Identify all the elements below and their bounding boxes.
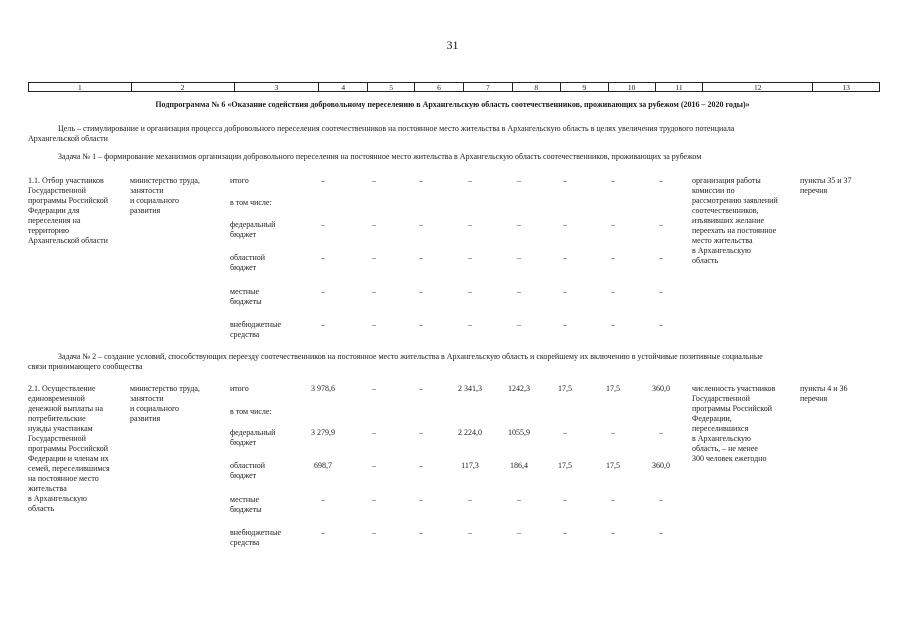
subprogram-title: Подпрограмма № 6 «Оказание содействия добровольному переселению в Архангельскую область соотечественников, проживающих за рубежом (2016 – 2020 годы)» <box>155 100 750 109</box>
row1-line-1-col-10: – <box>611 176 615 185</box>
row2-reg-col-10: 17,5 <box>606 461 620 470</box>
row2-source-reg: областной бюджет <box>230 461 266 480</box>
row1-line-3-col-8: – <box>517 253 521 262</box>
row2-ext-col-11: – <box>659 528 663 537</box>
row1-line-3-col-4: – <box>321 253 325 262</box>
row2-ext-col-9: – <box>563 528 567 537</box>
row2-reg-col-5: – <box>372 461 376 470</box>
row1-line-1-col-9: – <box>563 176 567 185</box>
row1-line-3-col-7: – <box>468 253 472 262</box>
row2-ext-col-7: – <box>468 528 472 537</box>
row2-loc-col-4: – <box>321 495 325 504</box>
row2-source-loc: местные бюджеты <box>230 495 262 514</box>
row2-total-col-7: 2 341,3 <box>458 384 482 393</box>
row1-line-2-col-5: – <box>372 220 376 229</box>
row1-source-fed: федеральный бюджет <box>230 220 276 239</box>
row2-reg-col-4: 698,7 <box>314 461 332 470</box>
row2-fed-col-5: – <box>372 428 376 437</box>
row2-activity: 2.1. Осуществление единовременной денежной выплаты на потребительские нужды участникам Государственной программы Российской Федерации и членам их семей, переселившимся на постоянное место жительства в Архангельскую область <box>28 384 110 513</box>
row1-line-5-col-5: – <box>372 320 376 329</box>
header-col-3: 3 <box>235 83 320 91</box>
row1-source-incl: в том числе: <box>230 198 272 207</box>
row2-reg-col-9: 17,5 <box>558 461 572 470</box>
row2-total-col-11: 360,0 <box>652 384 670 393</box>
row2-reg-col-7: 117,3 <box>461 461 479 470</box>
row1-line-3-col-6: – <box>419 253 423 262</box>
row1-line-2-col-4: – <box>321 220 325 229</box>
row2-ext-col-4: – <box>321 528 325 537</box>
header-col-11: 11 <box>656 83 704 91</box>
row1-source-ext: внебюджетные средства <box>230 320 281 339</box>
goal-line-1: Цель – стимулирование и организация процесса добровольного переселения соотечественников на постоянное место жительства в Архангельскую область в целях увеличения трудового потенциала <box>58 124 735 133</box>
row2-loc-col-8: – <box>517 495 521 504</box>
row2-total-col-10: 17,5 <box>606 384 620 393</box>
row2-loc-col-7: – <box>468 495 472 504</box>
header-col-6: 6 <box>415 83 464 91</box>
row1-line-1-col-11: – <box>659 176 663 185</box>
header-col-13: 13 <box>842 83 850 92</box>
row1-line-1-col-6: – <box>419 176 423 185</box>
row1-line-5-col-4: – <box>321 320 325 329</box>
header-col-10: 10 <box>609 83 656 91</box>
row1-line-5-col-11: – <box>659 320 663 329</box>
row1-line-2-col-8: – <box>517 220 521 229</box>
row1-ref: пункты 35 и 37 перечня <box>800 176 852 195</box>
row2-total-col-9: 17,5 <box>558 384 572 393</box>
row1-line-3-col-10: – <box>611 253 615 262</box>
row2-total-col-6: – <box>419 384 423 393</box>
row2-total-col-5: – <box>372 384 376 393</box>
row1-line-2-col-6: – <box>419 220 423 229</box>
row2-total-col-8: 1242,3 <box>508 384 530 393</box>
row2-source-fed: федеральный бюджет <box>230 428 276 447</box>
row1-result: организация работы комиссии по рассмотрению заявлений соотечественников, изъявивших желание переехать на постоянное место жительства в Архангельскую область <box>692 176 778 265</box>
row1-line-5-col-10: – <box>611 320 615 329</box>
row2-ext-col-5: – <box>372 528 376 537</box>
row1-executor: министерство труда, занятости и социального развития <box>130 176 200 215</box>
row1-line-1-col-8: – <box>517 176 521 185</box>
row2-executor: министерство труда, занятости и социального развития <box>130 384 200 423</box>
row1-line-3-col-11: – <box>659 253 663 262</box>
row2-loc-col-9: – <box>563 495 567 504</box>
row2-result: численность участников Государственной программы Российской Федерации, переселившихся в Архангельскую область, – не менее 300 человек ежегодно <box>692 384 776 463</box>
task-2-line-2: связи принимающего сообщества <box>28 362 143 371</box>
row1-line-2-col-10: – <box>611 220 615 229</box>
row2-source-incl: в том числе: <box>230 407 272 416</box>
header-col-8: 8 <box>513 83 561 91</box>
header-col-2: 2 <box>132 83 235 91</box>
table-header-row <box>28 82 880 92</box>
row1-line-3-col-5: – <box>372 253 376 262</box>
row2-fed-col-8: 1055,9 <box>508 428 530 437</box>
page-number: 31 <box>446 38 459 52</box>
row2-reg-col-8: 186,4 <box>510 461 528 470</box>
header-col-1: 1 <box>29 83 132 91</box>
header-col-5: 5 <box>368 83 415 91</box>
row2-reg-col-6: – <box>419 461 423 470</box>
task-1: Задача № 1 – формирование механизмов организации добровольного переселения на постоянное место жительства в Архангельскую область соотечественников, проживающих за рубежом <box>58 152 702 161</box>
row1-line-4-col-11: – <box>659 287 663 296</box>
row2-fed-col-7: 2 224,0 <box>458 428 482 437</box>
header-col-7: 7 <box>464 83 513 91</box>
row2-ext-col-6: – <box>419 528 423 537</box>
row1-line-1-col-4: – <box>321 176 325 185</box>
row1-activity: 1.1. Отбор участников Государственной программы Российской Федерации для переселения на территорию Архангельской области <box>28 176 109 245</box>
row2-fed-col-4: 3 279,9 <box>311 428 335 437</box>
row1-line-1-col-7: – <box>468 176 472 185</box>
row1-line-4-col-5: – <box>372 287 376 296</box>
row1-line-1-col-5: – <box>372 176 376 185</box>
row1-line-2-col-7: – <box>468 220 472 229</box>
row2-loc-col-11: – <box>659 495 663 504</box>
row2-fed-col-6: – <box>419 428 423 437</box>
row2-ext-col-8: – <box>517 528 521 537</box>
row1-line-2-col-11: – <box>659 220 663 229</box>
row1-source-reg: областной бюджет <box>230 253 266 272</box>
row1-source-loc: местные бюджеты <box>230 287 262 306</box>
header-col-4: 4 <box>319 83 368 91</box>
row2-loc-col-10: – <box>611 495 615 504</box>
row1-line-5-col-9: – <box>563 320 567 329</box>
row1-source-total: итого <box>230 176 249 185</box>
row1-line-4-col-9: – <box>563 287 567 296</box>
row2-total-col-4: 3 978,6 <box>311 384 335 393</box>
row2-source-total: итого <box>230 384 249 393</box>
row2-fed-col-10: – <box>611 428 615 437</box>
row2-loc-col-5: – <box>372 495 376 504</box>
row1-line-4-col-8: – <box>517 287 521 296</box>
row1-line-4-col-10: – <box>611 287 615 296</box>
header-col-9: 9 <box>561 83 609 91</box>
row2-ref: пункты 4 и 36 перечня <box>800 384 848 403</box>
row1-line-3-col-9: – <box>563 253 567 262</box>
row1-line-4-col-7: – <box>468 287 472 296</box>
goal-line-2: Архангельской области <box>28 134 108 143</box>
row1-line-5-col-6: – <box>419 320 423 329</box>
row2-loc-col-6: – <box>419 495 423 504</box>
row2-reg-col-11: 360,0 <box>652 461 670 470</box>
task-2-line-1: Задача № 2 – создание условий, способствующих переезду соотечественников на постоянное место жительства в Архангельскую область и скорейшему их включению в устойчивые позитивные социальные <box>58 352 763 361</box>
header-col-12: 12 <box>703 83 813 91</box>
row1-line-4-col-6: – <box>419 287 423 296</box>
row1-line-5-col-8: – <box>517 320 521 329</box>
row2-fed-col-11: – <box>659 428 663 437</box>
row2-fed-col-9: – <box>563 428 567 437</box>
row2-source-ext: внебюджетные средства <box>230 528 281 547</box>
row1-line-5-col-7: – <box>468 320 472 329</box>
row1-line-2-col-9: – <box>563 220 567 229</box>
row1-line-4-col-4: – <box>321 287 325 296</box>
row2-ext-col-10: – <box>611 528 615 537</box>
